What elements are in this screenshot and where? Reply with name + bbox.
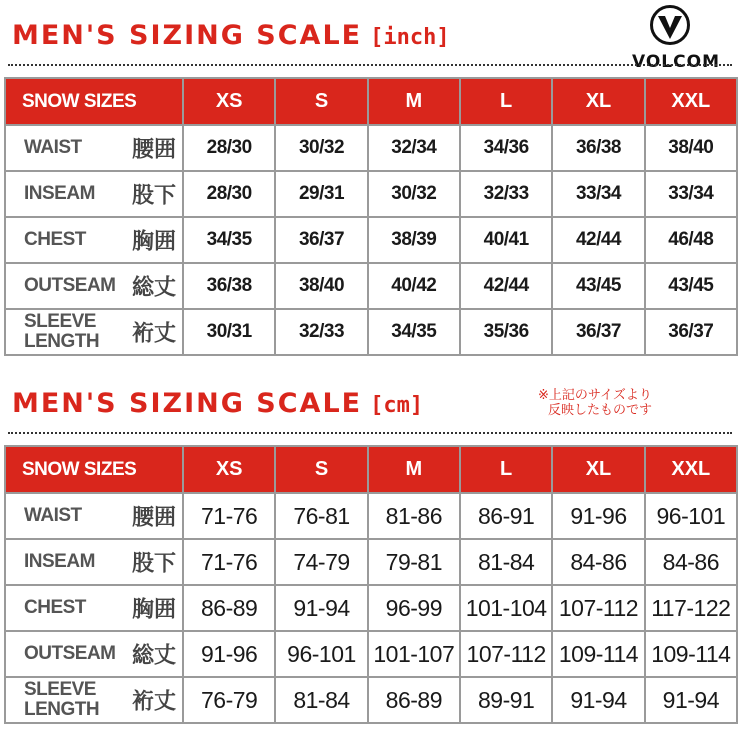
- row-label: [5, 171, 183, 217]
- header-snow-sizes: SNOW SIZES: [5, 78, 183, 125]
- size-value: 91-94: [275, 585, 367, 631]
- row-label: [5, 125, 183, 171]
- size-value: 33/34: [552, 171, 644, 217]
- row-label-en: OUTSEAM: [24, 275, 116, 296]
- size-value: 34/36: [460, 125, 552, 171]
- size-value: 76-81: [275, 493, 367, 539]
- size-value: 35/36: [460, 309, 552, 355]
- size-value: 81-84: [460, 539, 552, 585]
- brand-wordmark: VOLCOM: [632, 52, 720, 72]
- size-value: 101-107: [368, 631, 460, 677]
- row-label-en: CHEST: [24, 229, 86, 250]
- size-value: 107-112: [552, 585, 644, 631]
- header-size: S: [275, 78, 367, 125]
- size-value: 91-94: [552, 677, 644, 723]
- note-line-1: ※上記のサイズより: [538, 388, 652, 403]
- cm-section-title: [12, 388, 423, 419]
- size-value: 28/30: [183, 125, 275, 171]
- row-label-jp: 股下: [131, 183, 176, 209]
- cm-title-text: MEN'S SIZING SCALE: [12, 388, 363, 419]
- size-value: 91-96: [552, 493, 644, 539]
- row-label: [5, 493, 183, 539]
- size-value: 84-86: [645, 539, 737, 585]
- size-value: 43/45: [645, 263, 737, 309]
- size-value: 28/30: [183, 171, 275, 217]
- row-label-en: WAIST: [24, 137, 82, 158]
- row-label: [5, 539, 183, 585]
- size-value: 96-101: [645, 493, 737, 539]
- row-label-jp: 裄丈: [131, 321, 176, 347]
- table-row: [5, 217, 737, 263]
- size-value: 46/48: [645, 217, 737, 263]
- size-value: 30/32: [275, 125, 367, 171]
- table-row: [5, 539, 737, 585]
- row-label-jp: 腰囲: [131, 137, 176, 163]
- table-row: [5, 171, 737, 217]
- table-row: [5, 263, 737, 309]
- size-value: 32/34: [368, 125, 460, 171]
- row-label-jp: 総丈: [131, 643, 176, 669]
- size-value: 30/31: [183, 309, 275, 355]
- section-divider: [8, 64, 732, 66]
- size-value: 36/37: [645, 309, 737, 355]
- table-row: [5, 309, 737, 355]
- size-value: 117-122: [645, 585, 737, 631]
- size-value: 79-81: [368, 539, 460, 585]
- size-value: 30/32: [368, 171, 460, 217]
- size-value: 86-89: [183, 585, 275, 631]
- size-value: 76-79: [183, 677, 275, 723]
- size-value: 38/39: [368, 217, 460, 263]
- header-size: XL: [552, 446, 644, 493]
- size-value: 33/34: [645, 171, 737, 217]
- header-snow-sizes: SNOW SIZES: [5, 446, 183, 493]
- table-row: [5, 493, 737, 539]
- size-value: 43/45: [552, 263, 644, 309]
- row-label: [5, 677, 183, 723]
- section-divider: [8, 432, 732, 434]
- size-value: 86-91: [460, 493, 552, 539]
- row-label: [5, 585, 183, 631]
- size-value: 34/35: [183, 217, 275, 263]
- conversion-note: [538, 388, 652, 418]
- size-value: 109-114: [645, 631, 737, 677]
- table-row: [5, 125, 737, 171]
- header-size: M: [368, 446, 460, 493]
- volcom-stone-icon: [649, 4, 691, 46]
- size-value: 74-79: [275, 539, 367, 585]
- size-value: 96-99: [368, 585, 460, 631]
- row-label-jp: 股下: [131, 551, 176, 577]
- row-label-jp: 総丈: [131, 275, 176, 301]
- header-size: XXL: [645, 78, 737, 125]
- row-label-en: OUTSEAM: [24, 643, 116, 664]
- size-value: 38/40: [275, 263, 367, 309]
- table-row: [5, 631, 737, 677]
- size-value: 101-104: [460, 585, 552, 631]
- inch-unit-label: [inch]: [370, 25, 450, 50]
- row-label-jp: 腰囲: [131, 505, 176, 531]
- row-label-en: INSEAM: [24, 551, 95, 572]
- cm-size-table: [4, 445, 738, 724]
- table-row: [5, 677, 737, 723]
- size-value: 71-76: [183, 493, 275, 539]
- cm-unit-label: [cm]: [370, 393, 424, 418]
- size-value: 38/40: [645, 125, 737, 171]
- size-value: 34/35: [368, 309, 460, 355]
- row-label: [5, 309, 183, 355]
- header-size: XXL: [645, 446, 737, 493]
- inch-section-title: [12, 20, 450, 51]
- header-size: XL: [552, 78, 644, 125]
- size-value: 109-114: [552, 631, 644, 677]
- size-value: 42/44: [460, 263, 552, 309]
- header-size: M: [368, 78, 460, 125]
- note-line-2: 反映したものです: [548, 403, 653, 418]
- header-size: L: [460, 446, 552, 493]
- size-value: 32/33: [460, 171, 552, 217]
- size-value: 81-86: [368, 493, 460, 539]
- table-row: [5, 585, 737, 631]
- size-value: 36/38: [552, 125, 644, 171]
- row-label-en: SLEEVE LENGTH: [24, 679, 100, 720]
- size-value: 29/31: [275, 171, 367, 217]
- row-label-jp: 胸囲: [131, 597, 176, 623]
- size-value: 40/42: [368, 263, 460, 309]
- size-value: 40/41: [460, 217, 552, 263]
- row-label-jp: 裄丈: [131, 689, 176, 715]
- row-label-en: SLEEVE LENGTH: [24, 311, 100, 352]
- cm-header-row: [5, 446, 737, 493]
- row-label-en: INSEAM: [24, 183, 95, 204]
- size-value: 84-86: [552, 539, 644, 585]
- row-label-en: WAIST: [24, 505, 82, 526]
- header-size: S: [275, 446, 367, 493]
- row-label: [5, 263, 183, 309]
- size-value: 91-94: [645, 677, 737, 723]
- row-label-jp: 胸囲: [131, 229, 176, 255]
- inch-title-text: MEN'S SIZING SCALE: [12, 20, 363, 51]
- size-value: 81-84: [275, 677, 367, 723]
- header-size: XS: [183, 446, 275, 493]
- size-value: 89-91: [460, 677, 552, 723]
- size-value: 86-89: [368, 677, 460, 723]
- inch-size-table: [4, 77, 738, 356]
- size-value: 42/44: [552, 217, 644, 263]
- size-value: 96-101: [275, 631, 367, 677]
- size-value: 36/37: [275, 217, 367, 263]
- size-value: 32/33: [275, 309, 367, 355]
- row-label: [5, 217, 183, 263]
- row-label-en: CHEST: [24, 597, 86, 618]
- size-value: 36/37: [552, 309, 644, 355]
- size-value: 91-96: [183, 631, 275, 677]
- size-value: 71-76: [183, 539, 275, 585]
- row-label: [5, 631, 183, 677]
- size-value: 107-112: [460, 631, 552, 677]
- header-size: XS: [183, 78, 275, 125]
- size-value: 36/38: [183, 263, 275, 309]
- inch-header-row: [5, 78, 737, 125]
- header-size: L: [460, 78, 552, 125]
